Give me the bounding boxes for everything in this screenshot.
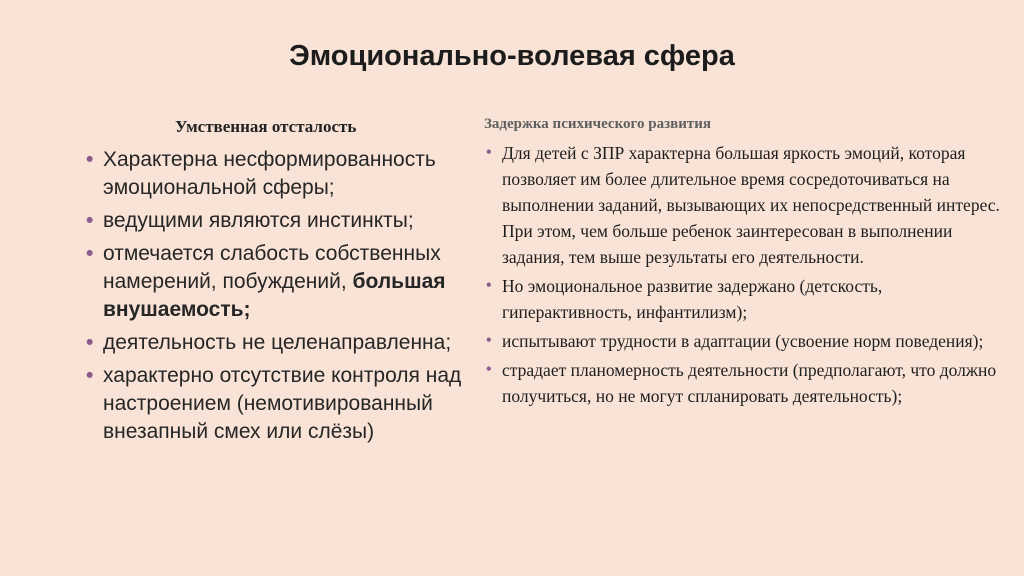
- bullet-icon: •: [86, 364, 94, 387]
- left-column-heading: Умственная отсталость: [175, 117, 357, 136]
- bullet-icon: •: [486, 144, 492, 161]
- bullet-icon: •: [486, 361, 492, 378]
- item-text: характерно отсутствие контроля над настроением (немотивированный внезапный смех или слёзы): [103, 364, 462, 443]
- right-bullet-list: [486, 140, 1006, 412]
- bullet-icon: •: [86, 242, 94, 265]
- bullet-icon: •: [86, 209, 94, 232]
- item-bold-text: большая внушаемость;: [103, 270, 446, 321]
- item-text: Но эмоциональное развитие задержано (детскость, гиперактивность, инфантилизм);: [502, 276, 883, 322]
- bullet-icon: •: [486, 277, 492, 294]
- slide-title: Эмоционально-волевая сфера: [289, 40, 735, 72]
- list-item: [486, 273, 1006, 325]
- list-item: [486, 140, 1006, 270]
- item-text: отмечается слабость собственных намерений, побуждений,: [103, 242, 441, 293]
- list-item: [486, 328, 1006, 354]
- list-item: [86, 329, 506, 357]
- list-item: [86, 362, 506, 446]
- item-text: испытывают трудности в адаптации (усвоение норм поведения);: [502, 331, 984, 351]
- list-item: [86, 207, 506, 235]
- item-text: Характерна несформированность эмоциональной сферы;: [103, 148, 436, 199]
- left-bullet-list: [86, 146, 506, 451]
- right-column-heading: Задержка психического развития: [484, 116, 711, 132]
- bullet-icon: •: [86, 148, 94, 171]
- item-text: Для детей с ЗПР характерна большая яркость эмоций, которая позволяет им более длительное время сосредоточиваться на выполнении заданий, вызывающих их непосредственный интерес. При этом, чем больше ребенок заинтересован в выполнении задания, тем выше результаты его деятельности.: [502, 143, 1000, 267]
- list-item: [86, 240, 506, 324]
- item-text: страдает планомерность деятельности (предполагают, что должно получиться, но не могут спланировать деятельность);: [502, 360, 997, 406]
- list-item: [486, 357, 1006, 409]
- bullet-icon: •: [486, 332, 492, 349]
- bullet-icon: •: [86, 331, 94, 354]
- item-text: деятельность не целенаправленна;: [103, 331, 452, 354]
- item-text: ведущими являются инстинкты;: [103, 209, 414, 232]
- list-item: [86, 146, 506, 202]
